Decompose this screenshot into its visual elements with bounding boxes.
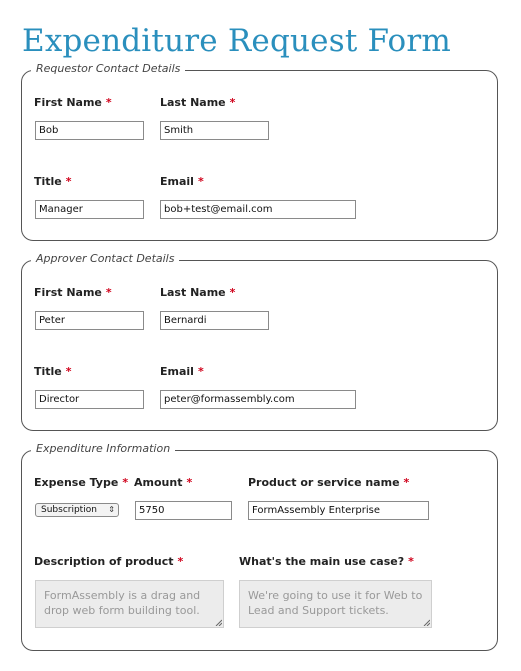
amount-input[interactable] [135,501,232,520]
approver-first-name-label: First Name * [34,286,112,299]
use-case-textarea[interactable] [239,580,432,628]
required-marker: * [122,476,129,489]
approver-first-name-input[interactable] [35,311,144,330]
required-marker: * [197,365,204,378]
expenditure-legend: Expenditure Information [31,442,175,455]
approver-title-input[interactable] [35,390,144,409]
requestor-legend: Requestor Contact Details [31,62,185,75]
required-marker: * [197,175,204,188]
approver-title-label: Title * [34,365,72,378]
approver-section [21,252,498,431]
requestor-section [21,62,498,241]
approver-last-name-label: Last Name * [160,286,236,299]
product-input[interactable] [248,501,429,520]
resize-grip-icon[interactable] [423,619,430,626]
description-textarea[interactable] [35,580,224,628]
required-marker: * [186,476,193,489]
description-label: Description of product * [34,555,184,568]
approver-legend: Approver Contact Details [31,252,179,265]
required-marker: * [65,175,72,188]
expense-type-selected: Subscription [41,505,97,515]
expenditure-section [21,442,498,651]
requestor-first-name-label: First Name * [34,96,112,109]
expense-type-label: Expense Type * [34,476,129,489]
requestor-title-input[interactable] [35,200,144,219]
requestor-email-input[interactable] [160,200,356,219]
approver-email-input[interactable] [160,390,356,409]
form-title: Expenditure Request Form [22,22,452,59]
requestor-last-name-label: Last Name * [160,96,236,109]
product-label: Product or service name * [248,476,410,489]
approver-email-label: Email * [160,365,204,378]
description-placeholder: FormAssembly is a drag and drop web form building tool. [44,589,201,617]
required-marker: * [408,555,414,568]
resize-grip-icon[interactable] [215,619,222,626]
requestor-first-name-input[interactable] [35,121,144,140]
select-arrows-icon: ⇕ [108,505,115,514]
requestor-email-label: Email * [160,175,204,188]
required-marker: * [403,476,410,489]
approver-last-name-input[interactable] [160,311,269,330]
required-marker: * [105,96,112,109]
required-marker: * [105,286,112,299]
requestor-last-name-input[interactable] [160,121,269,140]
required-marker: * [229,286,236,299]
required-marker: * [65,365,72,378]
expense-type-select[interactable] [35,503,119,517]
use-case-placeholder: We're going to use it for Web to Lead and Support tickets. [248,589,423,617]
required-marker: * [229,96,236,109]
use-case-label: What's the main use case? * [239,555,414,568]
requestor-title-label: Title * [34,175,72,188]
required-marker: * [177,555,184,568]
amount-label: Amount * [134,476,193,489]
